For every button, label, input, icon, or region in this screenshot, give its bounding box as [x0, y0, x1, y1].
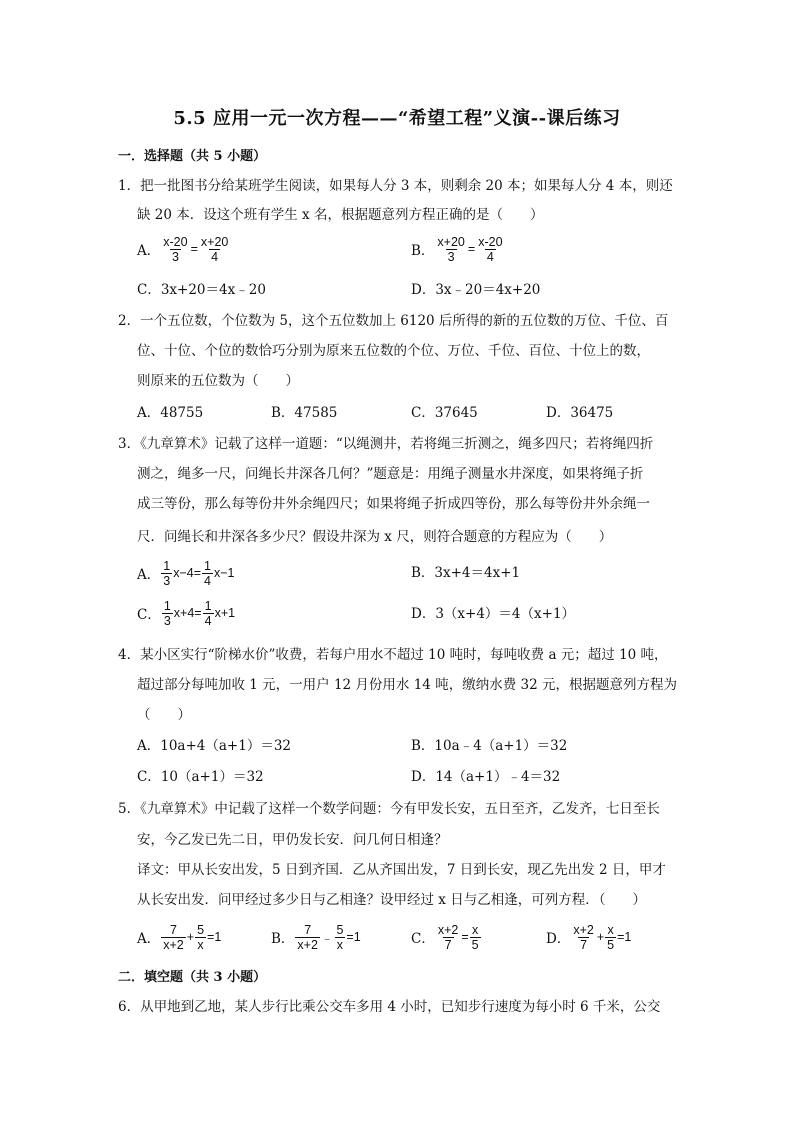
question-4-option-b[interactable]: B．10a﹣4（a+1）＝32	[411, 738, 568, 754]
expression-text: x+1	[214, 606, 236, 620]
equals-sign: =	[190, 242, 198, 256]
question-5-line-4: 从长安出发．问甲经过多少日与乙相逢？设甲经过 x 日与乙相逢，可列方程．（ ）	[137, 892, 646, 908]
question-4-line-2: 超过部分每吨加收 1 元，一用户 12 月份用水 14 吨，缴纳水费 32 元，根据题意列方程为	[137, 677, 677, 693]
fraction: $\frac{x+20}{3}$	[437, 234, 465, 264]
question-3-option-d[interactable]: D．3（x+4）＝4（x+1）	[411, 606, 576, 622]
question-5-option-a[interactable]	[137, 920, 221, 954]
fraction: $\frac{x-20}{3}$	[163, 234, 188, 264]
question-3-line-1: 3．《九章算术》记载了这样一道题：“以绳测井，若将绳三折测之，绳多四尺；若将绳四折	[118, 436, 654, 452]
question-2-option-c[interactable]: C．37645	[411, 405, 478, 421]
fraction: $\frac{x}{5}$	[471, 922, 479, 952]
question-4-line-3: （ ）	[137, 707, 191, 723]
option-label: C．	[137, 607, 161, 623]
question-1-option-d[interactable]: D．3x﹣20＝4x+20	[411, 282, 541, 298]
equation-rhs: =1	[617, 930, 632, 944]
equation-rhs: =1	[346, 930, 361, 944]
question-2-option-a[interactable]: A．48755	[137, 405, 204, 421]
question-5-option-b[interactable]	[271, 920, 361, 954]
question-1-line-2: 缺 20 本．设这个班有学生 x 名，根据题意列方程正确的是（ ）	[137, 207, 544, 223]
question-5-line-3: 译文：甲从长安出发，5 日到齐国．乙从齐国出发，7 日到长安，现乙先出发 2 日，甲才	[137, 862, 666, 878]
fraction: $\frac{1}{4}$	[204, 598, 212, 628]
option-label: B．	[271, 931, 295, 947]
question-4-line-1: 4．某小区实行“阶梯水价”收费，若每户用水不超过 10 吨时，每吨收费 a 元；超过 10 吨，	[118, 647, 668, 663]
question-1-option-a[interactable]	[137, 232, 231, 266]
question-2-line-2: 位、十位、个位的数恰巧分别为原来五位数的个位、万位、千位、百位、十位上的数，	[137, 343, 650, 359]
question-2-option-b[interactable]: B．47585	[271, 405, 338, 421]
option-label: A．	[137, 931, 161, 947]
question-4-option-c[interactable]: C．10（a+1）＝32	[137, 769, 264, 785]
question-3-line-3: 成三等份，那么每等份井外余绳四尺；如果将绳子折成四等份，那么每等份井外余绳一	[137, 496, 650, 512]
question-3-option-b[interactable]: B．3x+4＝4x+1	[411, 565, 521, 581]
question-5-option-d[interactable]	[546, 920, 631, 954]
question-5-line-2: 安，今乙发已先二日，甲仍发长安．问几何日相逢？	[137, 832, 448, 848]
fraction: $\frac{5}{x}$	[197, 922, 205, 952]
question-1-line-1: 1．把一批图书分给某班学生阅读，如果每人分 3 本，则剩余 20 本；如果每人分 4 本，则还	[118, 178, 673, 194]
option-label: B．	[411, 243, 435, 259]
fraction: $\frac{5}{x}$	[336, 922, 344, 952]
fraction: $\frac{7}{x+2}$	[163, 922, 184, 952]
fraction: $\frac{x+2}{7}$	[573, 922, 594, 952]
option-label: A．	[137, 243, 161, 259]
question-3-option-c[interactable]	[137, 596, 235, 630]
question-4-option-d[interactable]: D．14（a+1）﹣4＝32	[411, 769, 561, 785]
question-6-line-1: 6．从甲地到乙地，某人步行比乘公交车多用 4 小时，已知步行速度为每小时 6 千米，公交	[118, 999, 661, 1015]
question-5-line-1: 5．《九章算术》中记载了这样一个数学问题：今有甲发长安，五日至齐，乙发齐，七日至长	[118, 801, 660, 817]
operator: ﹣	[320, 931, 334, 945]
expression-text: x−1	[213, 566, 235, 580]
option-label: D．	[546, 931, 571, 947]
fraction: $\frac{x}{5}$	[607, 922, 615, 952]
question-2-line-1: 2．一个五位数，个位数为 5，这个五位数加上 6120 后所得的新的五位数的万位、千位、百	[118, 313, 669, 329]
question-2-line-3: 则原来的五位数为（ ）	[137, 373, 299, 389]
question-5-option-c[interactable]	[411, 920, 482, 954]
fraction: $\frac{7}{x+2}$	[297, 922, 318, 952]
expression-text: x+4=	[173, 606, 202, 620]
expression-text: x−4=	[173, 566, 202, 580]
question-3-line-2: 测之，绳多一尺，问绳长井深各几何？”题意是：用绳子测量水井深度，如果将绳子折	[137, 466, 644, 482]
fraction: $\frac{1}{3}$	[163, 598, 171, 628]
operator: +	[186, 930, 195, 944]
section-heading-choice: 一．选择题（共 5 小题）	[118, 149, 267, 164]
question-4-option-a[interactable]: A．10a+4（a+1）＝32	[137, 738, 292, 754]
question-3-line-4: 尺．问绳长和井深各多少尺？假设井深为 x 尺，则符合题意的方程应为（ ）	[137, 529, 613, 545]
operator: +	[596, 930, 605, 944]
operator: =	[461, 930, 469, 944]
option-label: C．	[411, 931, 435, 947]
page-title: 5.5 应用一元一次方程——“希望工程”义演--课后练习	[173, 108, 621, 129]
equation-rhs: =1	[207, 930, 222, 944]
question-1-option-c[interactable]: C．3x+20＝4x﹣20	[137, 282, 266, 298]
option-label: A．	[137, 567, 161, 583]
fraction: $\frac{1}{3}$	[163, 558, 171, 588]
fraction: $\frac{1}{4}$	[204, 558, 211, 588]
equals-sign: =	[467, 242, 476, 256]
question-1-option-b[interactable]	[411, 232, 506, 266]
fraction: $\frac{x+20}{4}$	[200, 234, 229, 264]
question-3-option-a[interactable]	[137, 556, 234, 590]
section-heading-fill: 二．填空题（共 3 小题）	[118, 970, 267, 985]
fraction: $\frac{x-20}{4}$	[478, 234, 503, 264]
question-2-option-d[interactable]: D．36475	[546, 405, 614, 421]
fraction: $\frac{x+2}{7}$	[437, 922, 459, 952]
